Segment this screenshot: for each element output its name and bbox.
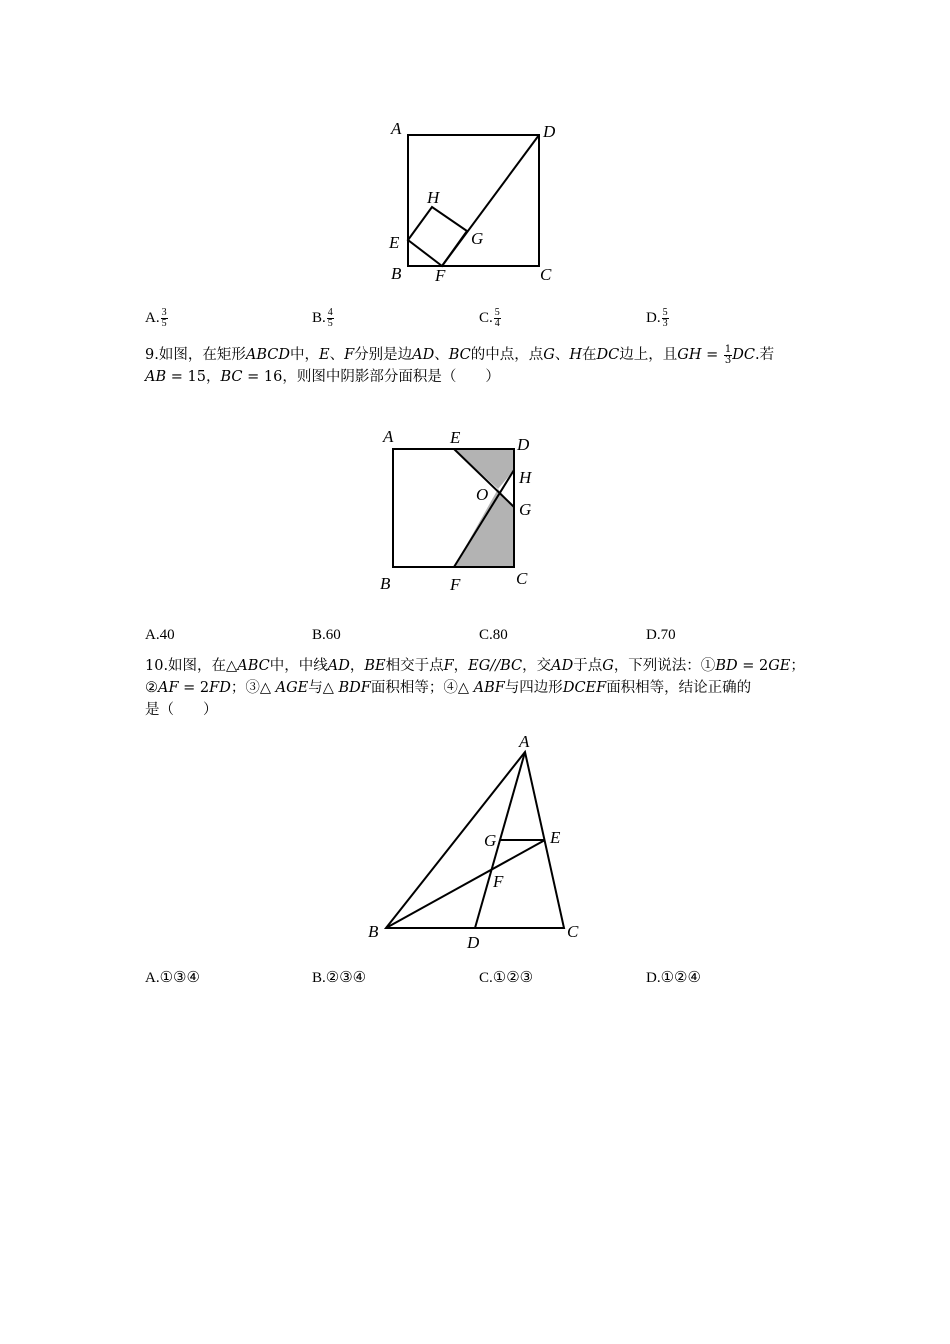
q10-line-3: 是（ ） <box>145 702 218 718</box>
label-a: A <box>391 119 402 138</box>
q9-line-2: AB = 15，BC = 16，则图中阴影部分面积是（ ） <box>145 369 500 385</box>
q10-option-a[interactable]: A.①③④ <box>145 970 200 986</box>
figure-q10 <box>362 728 590 954</box>
label-c: C <box>516 569 528 588</box>
q9-option-b[interactable]: B.60 <box>312 627 341 643</box>
square-efgh <box>408 207 467 266</box>
label-e: E <box>450 428 461 447</box>
median-be <box>386 840 545 928</box>
q9-option-c[interactable]: C.80 <box>479 627 508 643</box>
label-a: A <box>519 732 530 751</box>
q9-line-1: 9.如图，在矩形ABCD中，E、F分别是边AD、BC的中点，点G、H在DC边上，且GH = $\frac{1}{3}$ DC.若 <box>145 343 775 366</box>
label-f: F <box>435 266 446 285</box>
label-g: G <box>471 229 484 248</box>
q10-option-c[interactable]: C.①②③ <box>479 970 534 986</box>
figure-q9 <box>372 424 547 596</box>
label-c: C <box>567 922 579 941</box>
q9-text <box>145 344 810 388</box>
label-h: H <box>427 188 440 207</box>
q8-option-b[interactable]: B. $\frac{4}{5}$ <box>312 307 333 329</box>
label-f: F <box>493 872 504 891</box>
q10-option-d[interactable]: D.①②④ <box>646 970 701 986</box>
q10-text <box>145 655 810 721</box>
label-e: E <box>550 828 561 847</box>
label-d: D <box>517 435 530 454</box>
q8-option-c[interactable]: C. $\frac{5}{4}$ <box>479 307 500 329</box>
q10-line-2: ②AF = 2FD；③△ AGE与△ BDF面积相等；④△ ABF与四边形DCEF面积相等，结论正确的 <box>145 680 752 696</box>
q8-option-a[interactable]: A. $\frac{3}{5}$ <box>145 307 167 329</box>
q9-option-a[interactable]: A.40 <box>145 627 175 643</box>
q9-option-d[interactable]: D.70 <box>646 627 676 643</box>
q10-line-1: 10.如图，在△ABC中，中线AD，BE相交于点F，EG//BC，交AD于点G，下列说法：①BD = 2GE； <box>145 658 805 674</box>
q8-option-d[interactable]: D. $\frac{5}{3}$ <box>646 307 668 329</box>
q10-option-b[interactable]: B.②③④ <box>312 970 367 986</box>
label-a: A <box>383 427 394 446</box>
label-g: G <box>519 500 532 519</box>
label-d: D <box>543 122 556 141</box>
label-g: G <box>484 831 497 850</box>
label-b: B <box>380 574 391 593</box>
label-h: H <box>519 468 532 487</box>
label-f: F <box>450 575 461 594</box>
figure-q8 <box>380 112 570 292</box>
label-o: O <box>476 485 489 504</box>
label-b: B <box>368 922 379 941</box>
label-d: D <box>467 933 480 952</box>
label-c: C <box>540 265 552 284</box>
label-e: E <box>389 233 400 252</box>
label-b: B <box>391 264 402 283</box>
